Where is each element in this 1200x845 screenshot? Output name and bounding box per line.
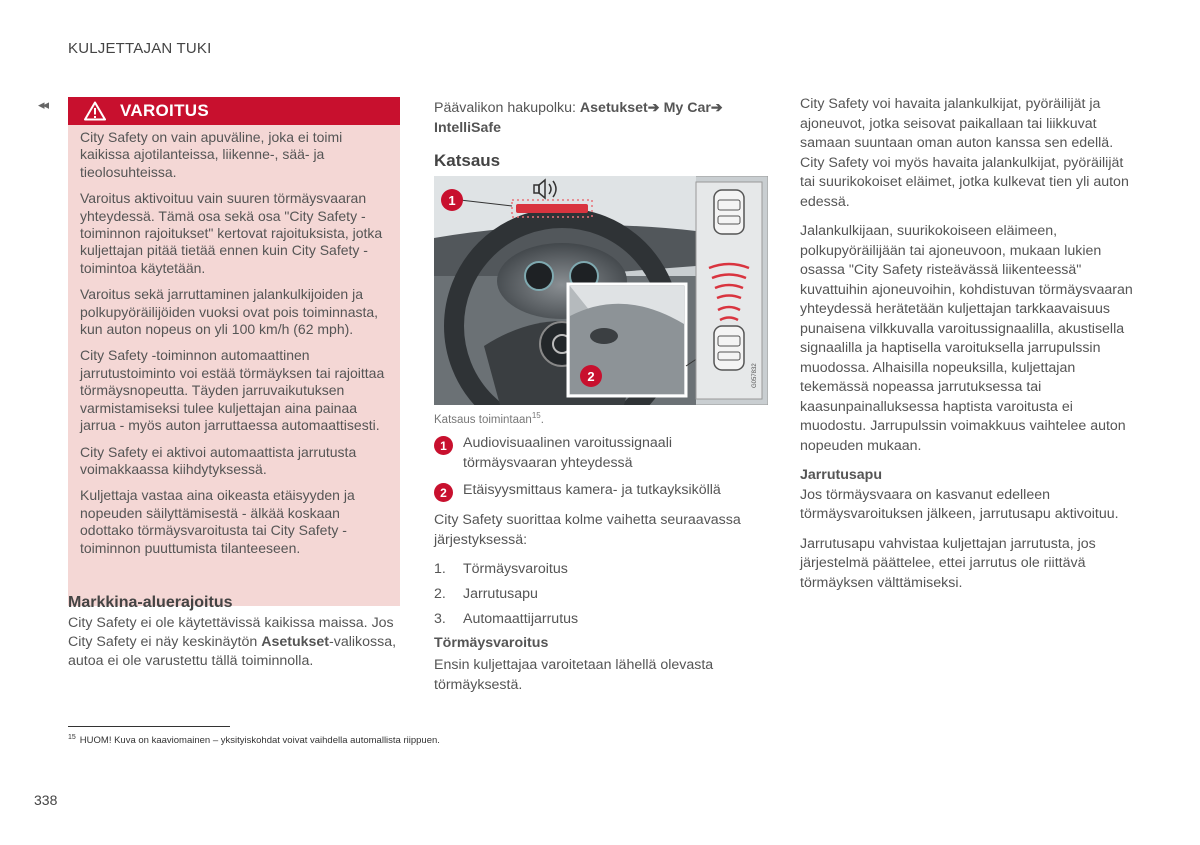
step-item xyxy=(434,557,578,582)
arrow-right-icon: ➔ xyxy=(647,100,660,116)
step-number: 3. xyxy=(434,611,446,627)
menu-path-settings: Asetukset xyxy=(579,100,648,116)
arrow-right-icon: ➔ xyxy=(710,100,723,116)
warning-paragraph: Varoitus aktivoituu vain suuren törmäysvaaran yhteydessä. Tämä osa sekä osa "City Safety -toiminnon rajoitukset" kertovat rajoituksista, jotka kuljettajan pitää tietää ennen kuin City Safety -toimintoa käytetään. xyxy=(80,190,383,276)
callout-number-1: 1 xyxy=(448,193,456,208)
warning-paragraph: Varoitus sekä jarruttaminen jalankulkijoiden ja polkupyöräilijöiden vuoksi ovat pois toiminnasta, kun auton nopeus on yli 100 km/h (62 mph). xyxy=(80,286,379,338)
warning-body xyxy=(68,125,400,606)
step-number: 1. xyxy=(434,561,446,577)
footnote-text: HUOM! Kuva on kaaviomainen – yksityiskohdat voivat vaihdella automallista riippuen. xyxy=(79,735,440,747)
warning-header xyxy=(68,97,400,125)
step-item xyxy=(434,607,578,632)
warning-paragraph: City Safety ei aktivoi automaattista jarrutusta voimakkaassa kiihdytyksessä. xyxy=(80,443,357,477)
warning-title: VAROITUS xyxy=(120,101,209,120)
steps-intro: City Safety suorittaa kolme vaihetta seuraavassa järjestyksessä: xyxy=(434,512,741,548)
page-number: 338 xyxy=(34,792,58,808)
warning-light-bar xyxy=(516,204,588,213)
step-label: Törmäysvaroitus xyxy=(463,561,568,577)
section-header: KULJETTAJAN TUKI xyxy=(68,40,212,57)
menu-path-prefix: Päävalikon hakupolku: xyxy=(434,100,580,116)
step-number: 2. xyxy=(434,586,446,602)
market-heading: Markkina-aluerajoitus xyxy=(68,594,233,611)
own-car-icon xyxy=(714,326,744,370)
footnote-number: 15 xyxy=(68,734,76,741)
market-text xyxy=(68,614,403,671)
figure-caption-text: Katsaus toimintaan xyxy=(434,413,532,426)
brake-assist-paragraph: Jos törmäysvaara on kasvanut edelleen törmäysvaroituksen jälkeen, jarrutusapu aktivoituu. xyxy=(800,486,1119,522)
city-safety-illustration xyxy=(434,176,768,405)
warning-paragraph: City Safety -toiminnon automaattinen jarrutustoiminto voi estää törmäyksen tai rajoittaa törmäysnopeutta. Täyden jarruvaikutuksen varmistamiseksi tulee kuljettajan aina painaa jarrua - myös auton jarruttaessa automaattisesti. xyxy=(80,347,385,434)
figure-legend xyxy=(434,433,764,509)
callout-number-2: 2 xyxy=(587,369,595,384)
market-text-part: City Safety ei ole käytettävissä kaikissa maissa. Jos City Safety ei näy keskinäytön xyxy=(68,615,394,650)
brake-assist-paragraph: Jarrutusapu vahvistaa kuljettajan jarrutusta, jos järjestelmä päättelee, ettei jarrutus ole riittävä törmäyksen välttämiseksi. xyxy=(800,535,1096,591)
warning-paragraph: Kuljettaja vastaa aina oikeasta etäisyyden ja nopeuden säilyttämisestä - älkää koskaan odottako törmäysvaroitusta tai City Safety -toiminnon puuttumista tilanteeseen. xyxy=(80,487,355,556)
step-label: Jarrutusapu xyxy=(463,586,538,602)
collision-warning-heading: Törmäysvaroitus xyxy=(434,635,549,651)
detection-column xyxy=(800,95,1135,603)
number-badge-icon: 1 xyxy=(434,436,453,455)
legend-item xyxy=(434,480,764,502)
continued-marker: ◂◂ xyxy=(38,97,48,112)
brake-assist-heading: Jarrutusapu xyxy=(800,467,882,483)
market-text-part: -valikossa, autoa ei ole varustettu tällä toiminnolla. xyxy=(68,634,397,669)
legend-item xyxy=(434,433,764,473)
legend-text: Audiovisuaalinen varoitussignaali törmäysvaaran yhteydessä xyxy=(463,435,673,471)
figure-code: G057832 xyxy=(752,363,758,388)
footnote-divider xyxy=(68,726,230,727)
lead-car-icon xyxy=(714,190,744,234)
overview-heading: Katsaus xyxy=(434,151,501,170)
warning-box xyxy=(68,97,400,606)
footnote xyxy=(68,734,440,746)
footnote-ref: 15 xyxy=(531,411,541,420)
menu-path-my-car: My Car xyxy=(663,100,711,116)
step-label: Automaattijarrutus xyxy=(463,611,579,627)
steps-list xyxy=(434,557,578,632)
menu-path-intellisafe: IntelliSafe xyxy=(434,120,502,136)
detection-paragraph: City Safety voi havaita jalankulkijat, pyöräilijät ja ajoneuvot, jotka seisovat paikallaan tai liikkuvat samaan suuntaan oman auton kanssa sen edellä. City Safety voi myös havaita jalankulkijat, pyöräilijät tai suurikokoiset eläimet, jotka kulkevat tien yli auton edessä. xyxy=(800,96,1129,210)
settings-menu-name: Asetukset xyxy=(261,634,330,650)
legend-text: Etäisyysmittaus kamera- ja tutkayksiköllä xyxy=(463,482,721,498)
warning-triangle-icon xyxy=(84,101,106,121)
figure-caption: Katsaus toimintaan$^{15}$. xyxy=(434,411,544,426)
alert-paragraph: Jalankulkijaan, suurikokoiseen eläimeen, polkupyöräilijään tai ajoneuvoon, mukaan lukien osassa "City Safety risteävässä liikenteessä" kuvattuihin ajoneuvoihin, kohdistuvan törmäysvaaran yhteydessä herätetään kuljettajan tarkkaavaisuus punaisena vilkkuvalla varoitussignaalilla, akustisella signaalilla ja haptisella varoituksella jarrupulssin muodossa. Alhaisilla nopeuksilla, kuljettajan tekemässä nopeassa jarrutuksessa tai kaasunpainalluksessa haptista varoitusta ei muodostu. Jarrupulssin voimakkuus vaihtelee auton nopeuden mukaan. xyxy=(800,223,1133,454)
collision-warning-text: Ensin kuljettajaa varoitetaan lähellä olevasta törmäyksestä. xyxy=(434,657,714,693)
menu-path xyxy=(434,98,768,138)
warning-paragraph: City Safety on vain apuväline, joka ei toimi kaikissa ajotilanteissa, liikenne-, sää- ja tieolosuhteissa. xyxy=(80,129,343,180)
number-badge-icon: 2 xyxy=(434,483,453,502)
step-item xyxy=(434,582,578,607)
